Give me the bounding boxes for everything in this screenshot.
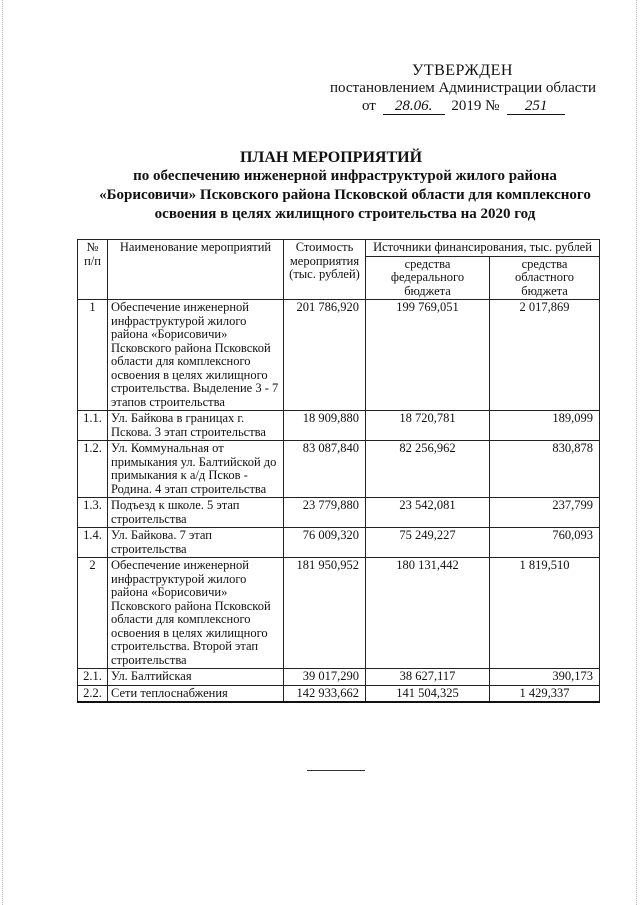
cell-name: Ул. Байкова в границах г. Пскова. 3 этап строительства [108,411,284,441]
plan-subtitle-line3: освоения в целях жилищного строительства на 2020 год [154,206,536,222]
cell-no: 1.1. [78,411,108,441]
plan-table [77,239,600,703]
cell-regional: 2 017,869 [490,300,600,411]
cell-name: Обеспечение инженерной инфраструктурой жилого района «Борисовичи» Псковского района Псковской области для комплексного освоения в целях жилищного строительства. Выделение 3 - 7 этапов строительства [108,300,284,411]
cell-cost: 181 950,952 [284,558,366,669]
table-row [78,685,600,702]
cell-no: 1 [78,300,108,411]
plan-heading [0,148,640,224]
handwritten-date: 28.06. [383,99,445,115]
cell-regional: 830,878 [490,441,600,498]
cell-federal: 180 131,442 [366,558,490,669]
plan-title: ПЛАН МЕРОПРИЯТИЙ [239,149,423,166]
date-prefix: от [362,98,376,114]
cell-cost: 201 786,920 [284,300,366,411]
cell-cost: 23 779,880 [284,498,366,528]
table-row [78,300,600,411]
header-sources: Источники финансирования, тыс. рублей [366,240,600,257]
table-row [78,558,600,669]
cell-no: 1.3. [78,498,108,528]
plan-subtitle-line2: «Борисовичи» Псковского района Псковской области для комплексного [99,187,591,203]
scan-edge-right [636,0,637,905]
approval-title: УТВЕРЖДЕН [412,62,513,79]
table-row [78,528,600,558]
cell-regional: 390,173 [490,669,600,686]
header-regional: средства областного бюджета [490,256,600,300]
table-row [78,441,600,498]
cell-regional: 189,099 [490,411,600,441]
cell-federal: 18 720,781 [366,411,490,441]
cell-name: Сети теплоснабжения [108,685,284,702]
approval-date-line [362,98,565,115]
plan-subtitle-line1: по обеспечению инженерной инфраструктурой жилого района [133,168,557,184]
cell-regional: 1 819,510 [490,558,600,669]
table-row [78,498,600,528]
header-name: Наименование мероприятий [108,240,284,300]
cell-cost: 39 017,290 [284,669,366,686]
scan-edge-left [2,0,3,905]
cell-name: Обеспечение инженерной инфраструктурой жилого района «Борисовичи» Псковского района Псковской области для комплексного освоения в целях жилищного строительства. Второй этап строительства [108,558,284,669]
cell-federal: 199 769,051 [366,300,490,411]
header-no: № п/п [78,240,108,300]
cell-federal: 75 249,227 [366,528,490,558]
cell-regional: 237,799 [490,498,600,528]
cell-federal: 82 256,962 [366,441,490,498]
table-row [78,669,600,686]
cell-no: 1.2. [78,441,108,498]
cell-regional: 760,093 [490,528,600,558]
cell-regional: 1 429,337 [490,685,600,702]
year-number-label: 2019 № [451,98,500,114]
cell-no: 2.2. [78,685,108,702]
end-divider [307,770,365,771]
cell-cost: 83 087,840 [284,441,366,498]
cell-cost: 76 009,320 [284,528,366,558]
approval-block [0,0,640,120]
table-header-row [78,240,600,257]
approval-issuer: постановлением Администрации области [330,80,597,96]
cell-federal: 38 627,117 [366,669,490,686]
cell-name: Подъезд к школе. 5 этап строительства [108,498,284,528]
cell-cost: 142 933,662 [284,685,366,702]
header-cost: Стоимость мероприятия (тыс. рублей) [284,240,366,300]
cell-federal: 23 542,081 [366,498,490,528]
cell-no: 1.4. [78,528,108,558]
cell-cost: 18 909,880 [284,411,366,441]
table-row [78,411,600,441]
cell-federal: 141 504,325 [366,685,490,702]
cell-name: Ул. Байкова. 7 этап строительства [108,528,284,558]
cell-name: Ул. Коммунальная от примыкания ул. Балтийской до примыкания к а/д Псков - Родина. 4 этап строительства [108,441,284,498]
header-federal: средства федерального бюджета [366,256,490,300]
cell-no: 2 [78,558,108,669]
cell-no: 2.1. [78,669,108,686]
handwritten-number: 251 [507,99,565,115]
cell-name: Ул. Балтийская [108,669,284,686]
